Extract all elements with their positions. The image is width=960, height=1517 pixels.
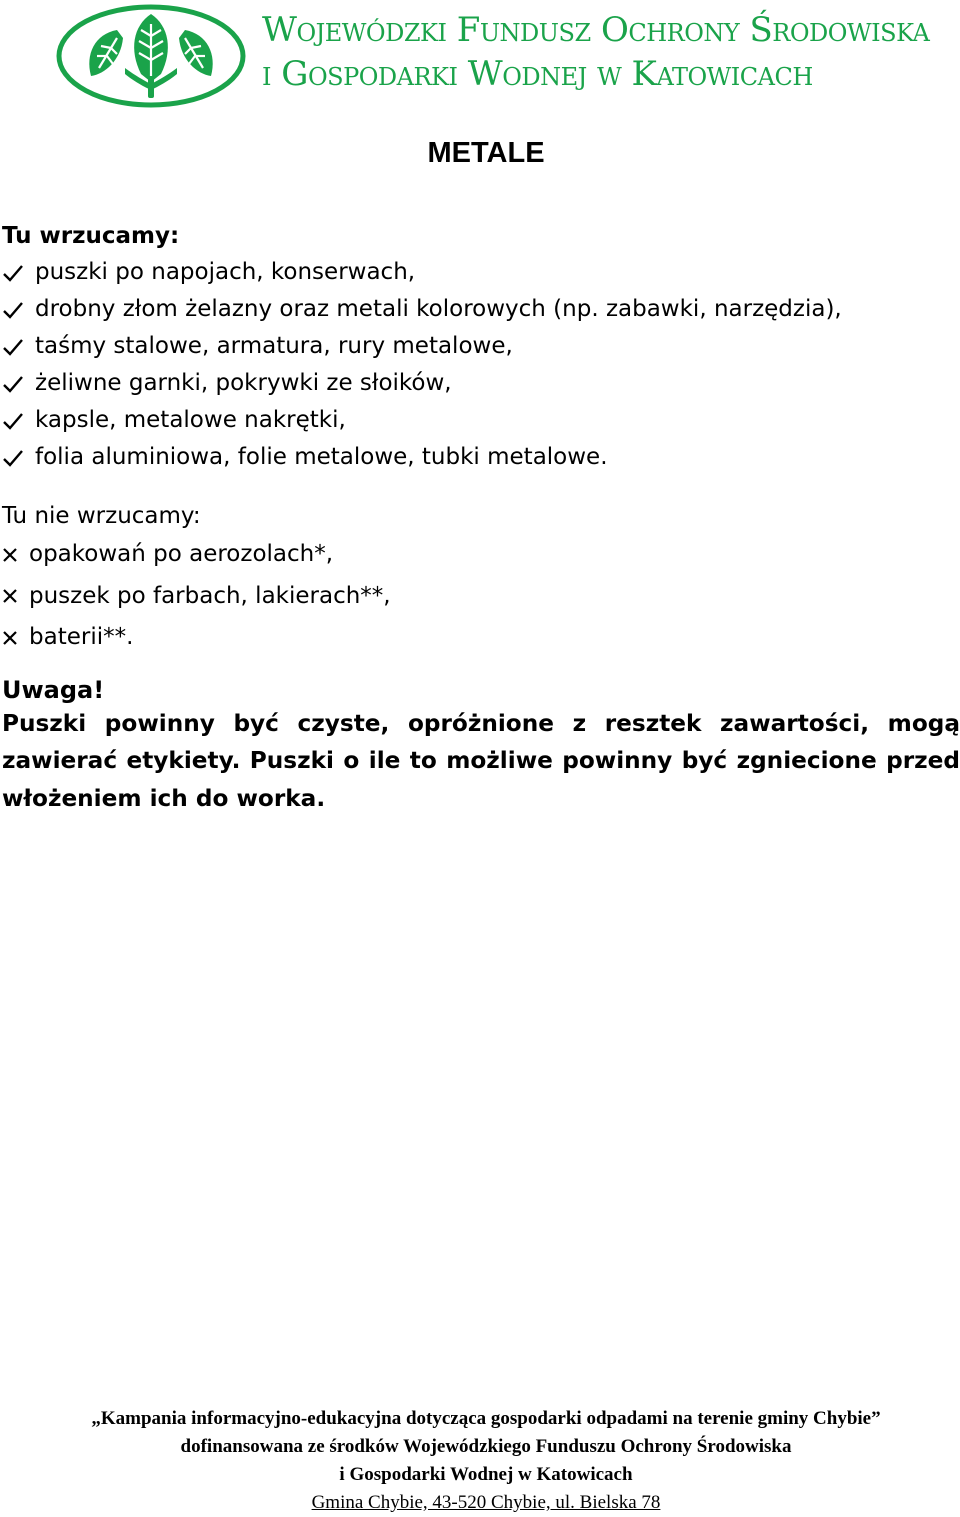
main-content: [2, 218, 960, 817]
list-item: [2, 617, 960, 659]
footer-funding-org: i Gospodarki Wodnej w Katowicach: [339, 1464, 633, 1485]
organization-name-line1: Wojewódzki Fundusz Ochrony Środowiska: [262, 10, 930, 50]
check-icon: [2, 374, 35, 394]
list-item: [2, 534, 960, 576]
list-item-text: kapsle, metalowe nakrętki,: [35, 407, 346, 433]
footer-funding: dofinansowana ze środków Wojewódzkiego Funduszu Ochrony Środowiska: [180, 1436, 792, 1457]
list-item-text: taśmy stalowe, armatura, rury metalowe,: [35, 333, 513, 359]
cross-icon: [2, 588, 29, 604]
list-item-text: żeliwne garnki, pokrywki ze słoików,: [35, 370, 452, 396]
check-icon: [2, 448, 35, 468]
check-icon: [2, 263, 35, 283]
check-icon: [2, 337, 35, 357]
list-item-text: folia aluminiowa, folie metalowe, tubki metalowe.: [35, 444, 608, 470]
footer-campaign: „Kampania informacyjno-edukacyjna dotycząca gospodarki odpadami na terenie gminy Chybie”: [91, 1408, 881, 1429]
list-item: [2, 439, 960, 476]
organization-name: [262, 8, 952, 96]
list-item: [2, 291, 960, 328]
list-item-text: baterii**.: [29, 624, 134, 650]
leaf-logo-icon: [55, 4, 247, 108]
note-text: Puszki powinny być czyste, opróżnione z resztek zawartości, mogą zawierać etykiety. Puszki o ile to możliwe powinny być zgniecione przed włożeniem ich do worka.: [2, 709, 960, 812]
cross-icon: [2, 547, 29, 563]
list-item-text: puszek po farbach, lakierach**,: [29, 582, 391, 609]
allowed-heading: Tu wrzucamy:: [2, 223, 180, 249]
note-heading: Uwaga!: [2, 675, 105, 704]
list-item-text: drobny złom żelazny oraz metali kolorowych (np. zabawki, narzędzia),: [35, 296, 842, 322]
forbidden-list: [2, 534, 960, 659]
organization-name-line2: i Gospodarki Wodnej w Katowicach: [262, 54, 813, 94]
list-item: [2, 328, 960, 365]
list-item: [2, 576, 960, 618]
list-item-text: opakowań po aerozolach*,: [29, 541, 334, 567]
list-item: [2, 254, 960, 291]
list-item: [2, 365, 960, 402]
list-item: [2, 402, 960, 439]
allowed-list: [2, 254, 960, 476]
page-title: METALE: [427, 137, 545, 169]
list-item-text: puszki po napojach, konserwach,: [35, 259, 416, 285]
footer-address: Gmina Chybie, 43-520 Chybie, ul. Bielska 78: [311, 1492, 661, 1513]
cross-icon: [2, 630, 29, 646]
check-icon: [2, 411, 35, 431]
check-icon: [2, 300, 35, 320]
footer: [0, 1405, 960, 1517]
forbidden-heading: Tu nie wrzucamy:: [2, 503, 201, 529]
